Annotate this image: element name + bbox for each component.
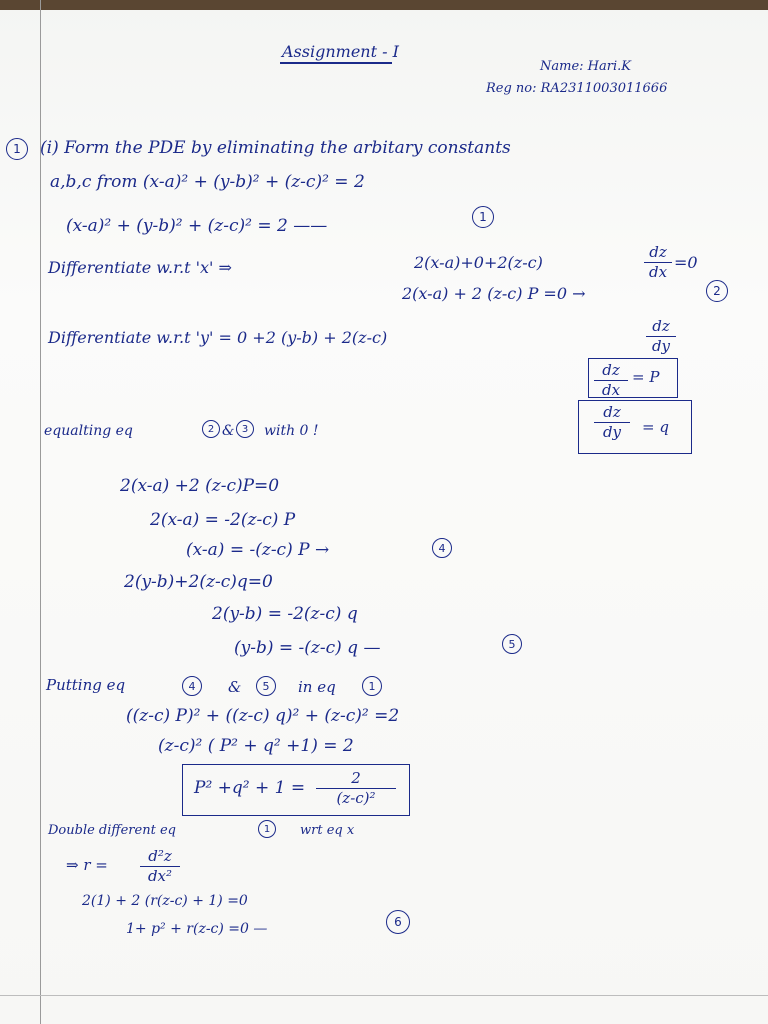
- title-underline: [280, 62, 392, 64]
- p-definition-rhs: = P: [632, 368, 660, 386]
- step-6: (y-b) = -(z-c) q —: [234, 638, 381, 658]
- step-1: 2(x-a) +2 (z-c)P=0: [120, 476, 280, 496]
- result-lhs: P² +q² + 1 =: [194, 778, 306, 798]
- differentiate-y-equation: Differentiate w.r.t 'y' = 0 +2 (y-b) + 2(z-c): [48, 328, 388, 347]
- eq-5-marker: 5: [502, 634, 522, 654]
- eq-1-ref-2: 1: [258, 820, 276, 838]
- eq-1-ref: 1: [362, 676, 382, 696]
- equation-1: (x-a)² + (y-b)² + (z-c)² = 2 ——: [66, 216, 328, 236]
- register-number: Reg no: RA2311003011666: [486, 81, 668, 96]
- assignment-title: Assignment - I: [282, 42, 399, 61]
- eq-2-marker: 2: [706, 280, 728, 302]
- eq-6-marker: 6: [386, 910, 410, 934]
- derivation-line-a: 2(1) + 2 (r(z-c) + 1) =0: [82, 893, 248, 909]
- r-definition-lhs: ⇒ r =: [66, 856, 108, 874]
- step-4: 2(y-b)+2(z-c)q=0: [124, 572, 273, 592]
- substitution-line-2: (z-c)² ( P² + q² +1) = 2: [158, 736, 354, 756]
- r-definition-fraction: d²z dx²: [140, 848, 180, 884]
- student-name: Name: Hari.K: [540, 59, 631, 74]
- double-differentiate-end: wrt eq x: [300, 823, 355, 838]
- step-3: (x-a) = -(z-c) P →: [186, 540, 330, 560]
- putting-in-text: in eq: [298, 678, 336, 696]
- dz-dx-fraction: dz dx: [644, 244, 672, 280]
- p-definition-fraction: dz dx: [594, 362, 628, 398]
- equating-text: equalting eq: [44, 423, 133, 439]
- q-definition-fraction: dz dy: [594, 404, 630, 440]
- step-5: 2(y-b) = -2(z-c) q: [212, 604, 358, 624]
- page-fold-line: [0, 995, 768, 996]
- derivation-line-b: 1+ p² + r(z-c) =0 —: [126, 921, 268, 937]
- putting-ampersand: &: [228, 678, 242, 696]
- differentiate-x-equation-end: =0: [674, 253, 698, 272]
- q-definition-rhs: = q: [642, 418, 669, 436]
- question-text-line-2: a,b,c from (x-a)² + (y-b)² + (z-c)² = 2: [50, 172, 365, 192]
- step-2: 2(x-a) = -2(z-c) P: [150, 510, 296, 530]
- eq-3-ref: 3: [236, 420, 254, 438]
- dz-dy-fraction: dz dy: [646, 318, 676, 354]
- substitution-line-1: ((z-c) P)² + ((z-c) q)² + (z-c)² =2: [126, 706, 400, 726]
- question-text-line-1: (i) Form the PDE by eliminating the arbitary constants: [40, 138, 511, 158]
- equating-end: with 0 !: [264, 423, 319, 439]
- equating-ampersand: &: [222, 423, 235, 439]
- page-top-edge: [0, 0, 768, 10]
- equation-2: 2(x-a) + 2 (z-c) P =0 →: [402, 284, 586, 303]
- differentiate-x-label: Differentiate w.r.t 'x' ⇒: [48, 258, 232, 277]
- question-number: 1: [6, 138, 28, 160]
- eq-4-ref: 4: [182, 676, 202, 696]
- eq-4-marker: 4: [432, 538, 452, 558]
- eq-5-ref: 5: [256, 676, 276, 696]
- eq-2-ref: 2: [202, 420, 220, 438]
- putting-text: Putting eq: [46, 676, 126, 694]
- differentiate-x-equation: 2(x-a)+0+2(z-c): [414, 253, 543, 272]
- double-differentiate-text: Double different eq: [48, 823, 176, 838]
- eq-1-marker: 1: [472, 206, 494, 228]
- result-fraction: 2 (z-c)²: [316, 770, 396, 806]
